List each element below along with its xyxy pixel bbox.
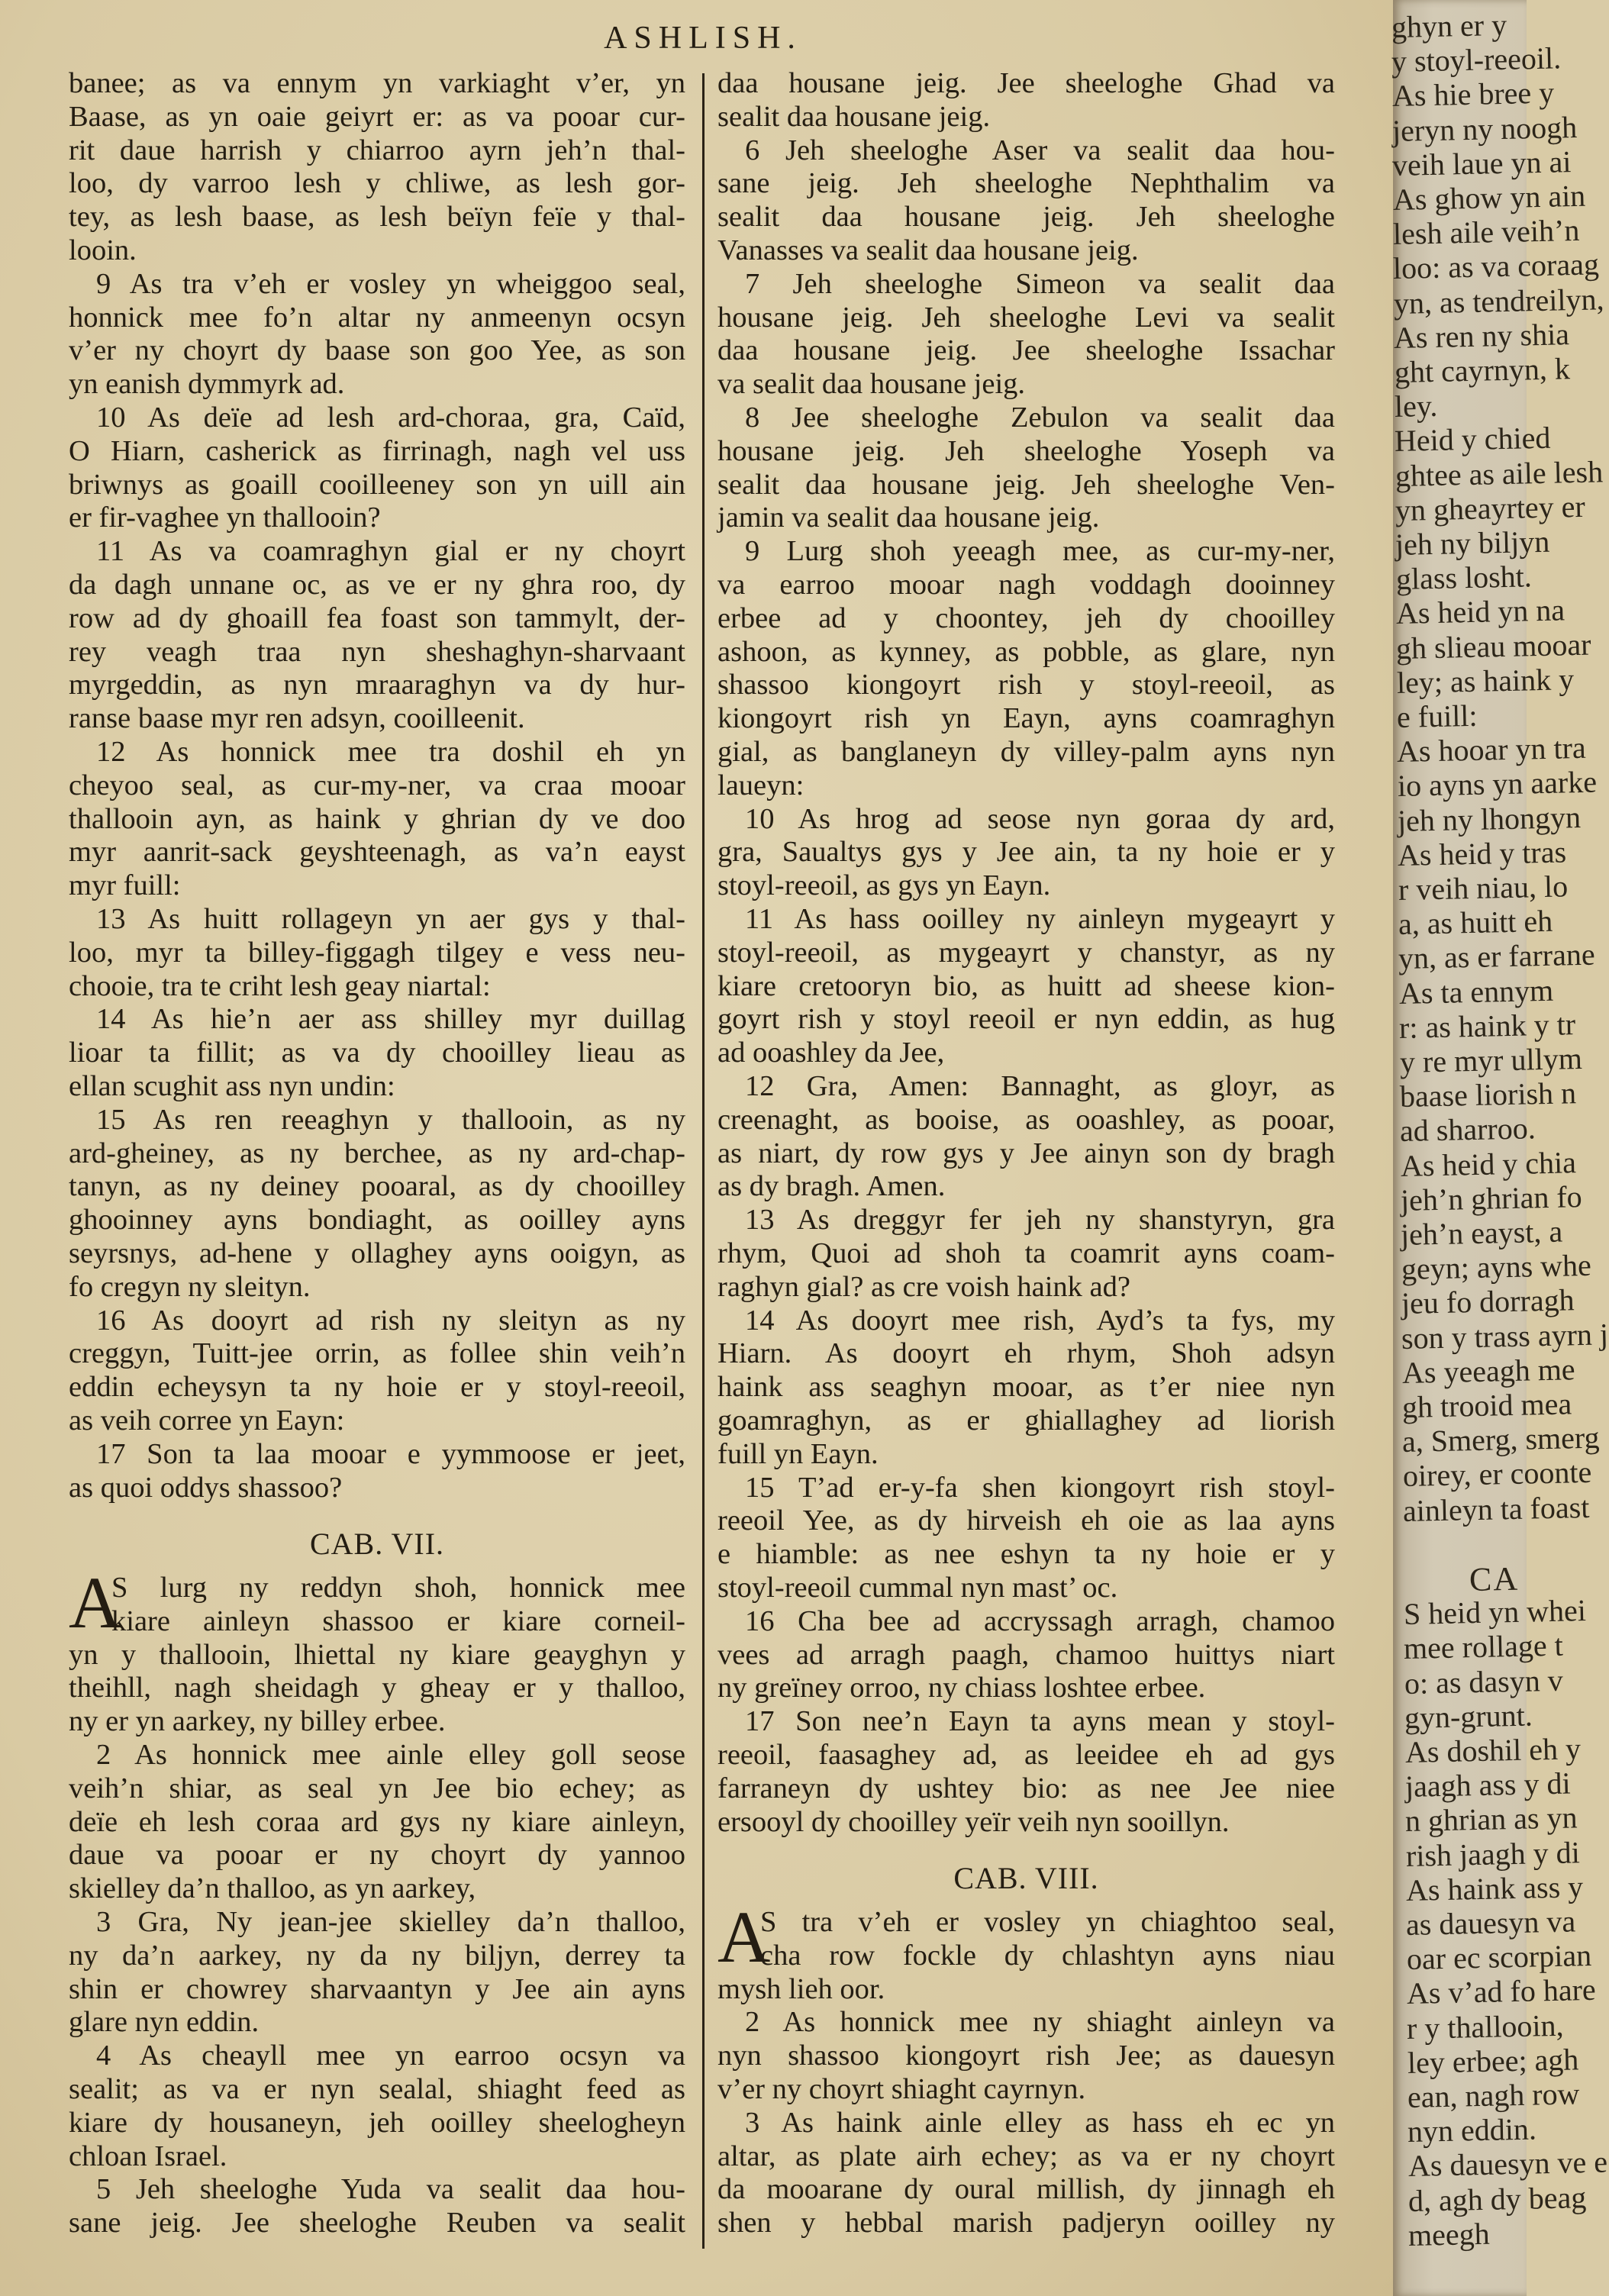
adjacent-text-line: ean, nagh row: [1407, 2076, 1580, 2114]
adjacent-text-line: S heid yn whei: [1403, 1593, 1587, 1632]
text-line: rit daue harrish y chiarroo ayrn jeh’n thal-: [69, 134, 685, 166]
text-line: creenaght, as booise, as ooashley, as pooar,: [717, 1103, 1335, 1136]
text-line: myr aanrit-sack geyshteenagh, as va’n eayst: [69, 836, 685, 869]
adjacent-chapter-heading: CA: [1469, 1559, 1520, 1598]
adjacent-text-line: a, as huitt eh: [1398, 903, 1553, 942]
adjacent-text-line: ley erbee; agh: [1407, 2042, 1579, 2080]
text-line: row ad dy ghoaill fea foast son tammylt, der-: [69, 601, 685, 634]
text-line: briwnys as goaill cooilleeney son yn uill ain: [69, 468, 685, 501]
text-line: deïe eh lesh coraa ard gys ny kiare ainleyn,: [69, 1805, 685, 1838]
text-line: 11 As va coamraghyn gial er ny choyrt: [96, 535, 685, 568]
adjacent-text-line: geyn; ayns whe: [1401, 1247, 1591, 1287]
adjacent-text-line: ghyn er y: [1391, 7, 1507, 44]
adjacent-text-line: r y thallooin,: [1406, 2007, 1565, 2046]
adjacent-text-line: ley.: [1394, 389, 1438, 424]
adjacent-text-line: As hie bree y: [1391, 75, 1555, 114]
text-line: va earroo mooar nagh voddagh dooinney: [717, 569, 1335, 601]
text-line: housane jeig. Jeh sheeloghe Yoseph va: [717, 434, 1335, 467]
running-header: ASHLISH.: [604, 21, 802, 56]
adjacent-text-line: As doshil eh y: [1404, 1731, 1581, 1769]
adjacent-text-line: ght cayrnyn, k: [1394, 351, 1570, 389]
text-line: loo, myr ta billey-figgagh tilgey e vess neu-: [69, 936, 685, 969]
adjacent-text-line: o: as dasyn v: [1404, 1662, 1563, 1701]
adjacent-text-line: ghtee as aile lesh: [1395, 453, 1604, 493]
text-line: haink ass seaghyn mooar, as t’er niee nyn: [717, 1371, 1335, 1404]
adjacent-text-line: As hooar yn tra: [1396, 730, 1587, 769]
text-line: vees ad arragh paagh, chamoo huittys niart: [717, 1638, 1335, 1671]
chapter-heading: CAB. VII.: [309, 1527, 445, 1562]
adjacent-text-line: baase liorish n: [1399, 1075, 1577, 1114]
adjacent-text-line: jeh’n ghrian fo: [1400, 1179, 1583, 1217]
text-line: ny er yn aarkey, ny billey erbee.: [69, 1705, 446, 1738]
adjacent-text-line: ley; as haink y: [1396, 661, 1575, 700]
adjacent-text-line: yn, as tendreilyn,: [1393, 281, 1604, 321]
text-line: ghooinney ayns bondiaght, as ooilley ayns: [69, 1204, 685, 1237]
text-line: skielley da’n thalloo, as yn aarkey,: [69, 1872, 476, 1905]
text-line: shin er chowrey sharvaantyn y Jee ain ayns: [69, 1972, 685, 2005]
text-line: nyn shassoo kiongoyrt rish Jee; as dauesyn: [717, 2040, 1335, 2072]
text-line: sealit daa housane jeig. Jeh sheeloghe Ven-: [717, 468, 1335, 501]
text-line: kiare dy housaneyn, jeh ooilley sheelogheyn: [69, 2106, 685, 2139]
text-line: cheyoo seal, as cur-my-ner, va craa mooar: [69, 769, 685, 801]
text-line: 6 Jeh sheeloghe Aser va sealit daa hou-: [745, 134, 1335, 166]
text-line: jamin va sealit daa housane jeig.: [717, 501, 1100, 534]
text-line: reeoil, faasaghey ad, as leeidee eh ad gys: [717, 1739, 1335, 1771]
drop-cap: A: [717, 1896, 771, 1978]
text-line: 2 As honnick mee ny shiaght ainleyn va: [745, 2006, 1335, 2039]
text-line: 4 As cheayll mee yn earroo ocsyn va: [96, 2040, 685, 2072]
text-line: eddin echeysyn ta ny hoie er y stoyl-reeoil,: [69, 1371, 685, 1404]
adjacent-page-fragment: [1391, 0, 1609, 2296]
adjacent-text-line: As ren ny shia: [1393, 316, 1570, 355]
text-line: shassoo kiongoyrt rish y stoyl-reeoil, as: [717, 669, 1335, 701]
text-line: rey veagh traa nyn sheshaghyn-sharvaant: [69, 635, 685, 668]
adjacent-text-line: gyn-grunt.: [1404, 1698, 1533, 1735]
text-line: S lurg ny reddyn shoh, honnick mee: [111, 1572, 685, 1604]
text-line: yn eanish dymmyrk ad.: [69, 368, 345, 401]
adjacent-text-line: son y trass ayrn j: [1401, 1316, 1609, 1356]
text-line: 17 Son ta laa mooar e yymmoose er jeet,: [96, 1437, 685, 1470]
adjacent-text-line: e fuill:: [1396, 698, 1478, 734]
text-line: 17 Son nee’n Eayn ta ayns mean y stoyl-: [745, 1705, 1335, 1738]
text-line: tanyn, as ny deiney pooaral, as dy chooilley: [69, 1170, 685, 1203]
adjacent-text-line: jeu fo dorragh: [1401, 1282, 1575, 1321]
adjacent-text-line: veih laue yn ai: [1391, 144, 1572, 182]
text-line: glare nyn eddin.: [69, 2006, 260, 2039]
text-line: thallooin ayn, as haink y ghrian dy ve doo: [69, 802, 685, 835]
text-line: rhym, Quoi ad shoh ta coamrit ayns coam-: [717, 1237, 1335, 1269]
text-line: 5 Jeh sheeloghe Yuda va sealit daa hou-: [96, 2173, 685, 2206]
adjacent-text-line: y stoyl-reeoil.: [1391, 40, 1562, 79]
text-line: as veih corree yn Eayn:: [69, 1404, 345, 1437]
adjacent-text-line: r: as haink y tr: [1398, 1006, 1576, 1045]
text-line: as quoi oddys shassoo?: [69, 1471, 343, 1504]
text-line: gra, Saualtys gys y Jee ain, ta ny hoie er y: [717, 836, 1335, 869]
text-line: honnick mee fo’n altar ny anmeenyn ocsyn: [69, 301, 685, 334]
text-line: ard-gheiney, as ny berchee, as ny ard-chap-: [69, 1137, 685, 1169]
text-line: er fir-vaghee yn thallooin?: [69, 501, 381, 534]
text-line: yn y thallooin, lhiettal ny kiare geayghyn y: [69, 1638, 685, 1671]
text-line: as niart, dy row gys y Jee ainyn son dy bragh: [717, 1137, 1335, 1169]
adjacent-text-line: r veih niau, lo: [1398, 869, 1569, 907]
text-line: daa housane jeig. Jee sheeloghe Issachar: [717, 334, 1335, 367]
adjacent-text-line: mee rollage t: [1403, 1628, 1564, 1666]
text-line: fuill yn Eayn.: [717, 1437, 879, 1470]
text-line: ny da’n aarkey, ny da ny biljyn, derrey ta: [69, 1939, 685, 1972]
adjacent-text-line: n ghrian as yn: [1404, 1800, 1578, 1839]
text-line: 13 As dreggyr fer jeh ny shanstyryn, gra: [745, 1204, 1335, 1237]
adjacent-text-line: gh slieau mooar: [1395, 627, 1592, 666]
adjacent-text-line: As yeeagh me: [1401, 1352, 1575, 1390]
text-line: tey, as lesh baase, as lesh beïyn feïe y thal-: [69, 201, 685, 234]
text-line: daue va pooar er ny choyrt dy yannoo: [69, 1839, 685, 1872]
text-line: shen y hebbal marish padjeryn ooilley ny: [717, 2207, 1335, 2240]
adjacent-text-line: As ghow yn ain: [1392, 178, 1586, 217]
adjacent-text-line: jeh ny lhongyn: [1397, 799, 1582, 838]
adjacent-text-line: oirey, er coonte: [1402, 1455, 1592, 1494]
adjacent-text-line: io ayns yn aarke: [1397, 764, 1598, 804]
adjacent-text-line: [1403, 1529, 1404, 1562]
adjacent-text-line: nyn eddin.: [1407, 2111, 1537, 2149]
text-line: veih’n shiar, as seal yn Jee bio echey; as: [69, 1772, 685, 1804]
text-line: e hiamble: as nee eshyn ta ny hoie er y: [717, 1538, 1335, 1571]
adjacent-text-line: lesh aile veih’n: [1392, 213, 1580, 252]
text-line: 9 Lurg shoh yeeagh mee, as cur-my-ner,: [745, 535, 1335, 568]
text-line: 14 As dooyrt mee rish, Ayd’s ta fys, my: [745, 1304, 1335, 1337]
text-line: 16 As dooyrt ad rish ny sleityn as ny: [96, 1304, 685, 1337]
adjacent-text-line: jeh’n eayst, a: [1400, 1214, 1563, 1252]
text-line: goamraghyn, as er ghiallaghey ad liorish: [717, 1404, 1335, 1437]
adjacent-text-line: ad sharroo.: [1399, 1111, 1536, 1149]
text-line: 3 As haink ainle elley as hass eh ec yn: [745, 2106, 1335, 2139]
text-line: seyrsnys, ad-hene y ollaghey ayns ooigyn, as: [69, 1237, 685, 1269]
text-line: ad ooashley da Jee,: [717, 1037, 945, 1069]
text-line: loo, dy varroo lesh y chliwe, as lesh gor-: [69, 167, 685, 200]
text-line: kiare cretooryn bio, as huitt ad sheese kion-: [717, 969, 1335, 1002]
text-line: myr fuill:: [69, 869, 181, 902]
text-line: altar, as plate airh echey; as va er ny choyrt: [717, 2140, 1335, 2172]
text-line: Baase, as yn oaie geiyrt er: as va pooar cur-: [69, 100, 685, 133]
text-line: da mooarane dy oural millish, dy jinnagh eh: [717, 2173, 1335, 2206]
text-line: as dy bragh. Amen.: [717, 1170, 946, 1203]
adjacent-text-line: oar ec scorpian: [1406, 1938, 1592, 1977]
text-line: va sealit daa housane jeig.: [717, 368, 1026, 401]
text-line: 10 As hrog ad seose nyn goraa dy ard,: [745, 802, 1335, 835]
text-line: 2 As honnick mee ainle elley goll seose: [96, 1739, 685, 1771]
text-line: stoyl-reeoil, as gys yn Eayn.: [717, 869, 1051, 902]
text-line: ersooyl dy chooilley yeïr veih nyn sooillyn.: [717, 1805, 1230, 1838]
text-line: S tra v’eh er vosley yn chiaghtoo seal,: [760, 1906, 1335, 1938]
text-line: v’er ny choyrt shiaght cayrnyn.: [717, 2073, 1086, 2105]
text-line: 11 As hass ooilley ny ainleyn mygeayrt y: [745, 903, 1335, 935]
text-line: ellan scughit ass nyn undin:: [69, 1070, 395, 1102]
adjacent-text-line: loo: as va coraag: [1392, 247, 1600, 286]
text-line: sane jeig. Jeh sheeloghe Nephthalim va: [717, 167, 1335, 200]
adjacent-text-line: jeryn ny noogh: [1391, 109, 1578, 148]
text-line: ny greïney orroo, ny chiass loshtee erbee.: [717, 1672, 1206, 1704]
text-line: housane jeig. Jeh sheeloghe Levi va sealit: [717, 301, 1335, 334]
adjacent-text-line: d, agh dy beag: [1407, 2179, 1587, 2218]
adjacent-text-line: gh trooid mea: [1401, 1386, 1572, 1424]
text-line: da dagh unnane oc, as ve er ny ghra roo, dy: [69, 569, 685, 601]
text-line: Vanasses va sealit daa housane jeig.: [717, 234, 1139, 266]
adjacent-text-line: rish jaagh y di: [1405, 1834, 1580, 1873]
text-line: 15 T’ad er-y-fa shen kiongoyrt rish stoyl-: [745, 1471, 1335, 1504]
text-line: 7 Jeh sheeloghe Simeon va sealit daa: [745, 267, 1335, 300]
adjacent-text-line: y re myr ullym: [1399, 1041, 1582, 1079]
adjacent-text-line: a, Smerg, smerg: [1401, 1420, 1601, 1459]
text-line: O Hiarn, casherick as firrinagh, nagh vel uss: [69, 434, 685, 467]
text-line: daa housane jeig. Jee sheeloghe Ghad va: [717, 67, 1335, 99]
text-line: reeoil Yee, as dy hirveish eh oie as laa ayns: [717, 1504, 1335, 1537]
text-line: looin.: [69, 234, 137, 266]
text-line: banee; as va ennym yn varkiaght v’er, yn: [69, 67, 685, 99]
text-line: raghyn gial? as cre voish haink ad?: [717, 1270, 1130, 1303]
adjacent-text-line: jeh ny biljyn: [1395, 524, 1550, 562]
text-line: 16 Cha bee ad accryssagh arragh, chamoo: [745, 1604, 1335, 1637]
text-line: 8 Jee sheeloghe Zebulon va sealit daa: [745, 401, 1335, 434]
text-line: 15 As ren reeaghyn y thallooin, as ny: [96, 1103, 685, 1136]
adjacent-text-line: As haink ass y: [1405, 1869, 1584, 1907]
text-line: lioar ta fillit; as va dy chooilley lieau as: [69, 1037, 685, 1069]
adjacent-text-line: ainleyn ta foast: [1402, 1489, 1590, 1528]
drop-cap: A: [69, 1562, 122, 1643]
adjacent-text-line: As v’ad fo hare: [1406, 1972, 1597, 2011]
text-line: v’er ny choyrt dy baase son goo Yee, as son: [69, 334, 685, 367]
text-line: 14 As hie’n aer ass shilley myr duillag: [96, 1003, 685, 1036]
adjacent-text-line: As heid y chia: [1400, 1144, 1576, 1183]
text-line: 13 As huitt rollageyn yn aer gys y thal-: [96, 903, 685, 935]
chapter-heading: CAB. VIII.: [953, 1861, 1099, 1896]
text-line: kiare ainleyn shassoo er kiare corneil-: [111, 1604, 685, 1637]
adjacent-text-line: Heid y chied: [1394, 421, 1551, 459]
text-line: Hiarn. As dooyrt eh rhym, Shoh adsyn: [717, 1337, 1335, 1370]
text-line: cha row fockle dy chlashtyn ayns niau: [760, 1939, 1335, 1972]
text-line: kiongoyrt rish yn Eayn, ayns coamraghyn: [717, 702, 1335, 735]
text-line: ashoon, as kynney, as pobble, as glare, nyn: [717, 635, 1335, 668]
text-line: stoyl-reeoil, as mygeayrt y chanstyr, as ny: [717, 936, 1335, 969]
text-line: 12 Gra, Amen: Bannaght, as gloyr, as: [745, 1070, 1335, 1102]
text-line: theihll, nagh sheidagh y gheay er y thalloo,: [69, 1672, 685, 1704]
text-line: myrgeddin, as nyn mraaraghyn va dy hur-: [69, 669, 685, 701]
adjacent-text-line: As heid yn na: [1395, 592, 1565, 631]
text-line: 10 As deïe ad lesh ard-choraa, gra, Caïd,: [96, 401, 685, 434]
text-line: chloan Israel.: [69, 2140, 227, 2172]
text-line: sane jeig. Jee sheeloghe Reuben va sealit: [69, 2207, 685, 2240]
adjacent-text-line: meegh: [1407, 2216, 1491, 2252]
text-line: farraneyn dy ushtey bio: as nee Jee niee: [717, 1772, 1335, 1804]
text-line: erbee ad y choontey, jeh dy chooilley: [717, 601, 1335, 634]
text-line: fo cregyn ny sleityn.: [69, 1270, 311, 1303]
text-line: goyrt rish y stoyl reeoil er nyn eddin, as hug: [717, 1003, 1335, 1036]
text-line: laueyn:: [717, 769, 804, 801]
column-divider: [702, 73, 705, 2249]
text-line: gial, as banglaneyn dy villey-palm ayns nyn: [717, 736, 1335, 768]
text-line: mysh lieh oor.: [717, 1972, 885, 2005]
adjacent-text-line: As heid y tras: [1397, 834, 1567, 872]
text-line: stoyl-reeoil cummal nyn mast’ oc.: [717, 1572, 1118, 1604]
text-line: 3 Gra, Ny jean-jee skielley da’n thalloo,: [96, 1906, 685, 1938]
text-line: creggyn, Tuitt-jee orrin, as follee shin veih’n: [69, 1337, 685, 1370]
adjacent-text-line: As dauesyn ve e: [1407, 2144, 1608, 2184]
adjacent-text-line: jaagh ass y di: [1404, 1766, 1571, 1804]
text-line: ranse baase myr ren adsyn, cooilleenit.: [69, 702, 525, 735]
adjacent-text-line: yn gheayrtey er: [1395, 489, 1586, 527]
text-line: chooie, tra te criht lesh geay niartal:: [69, 969, 491, 1002]
adjacent-text-line: yn, as er farrane: [1398, 937, 1596, 976]
adjacent-text-line: As ta ennym: [1398, 972, 1554, 1011]
text-line: sealit daa housane jeig. Jeh sheeloghe: [717, 201, 1335, 234]
text-line: sealit; as va er nyn sealal, shiaght feed as: [69, 2073, 685, 2105]
adjacent-text-line: glass losht.: [1395, 559, 1532, 597]
text-line: sealit daa housane jeig.: [717, 100, 991, 133]
text-line: 12 As honnick mee tra doshil eh yn: [96, 736, 685, 768]
text-line: 9 As tra v’eh er vosley yn wheiggoo seal,: [96, 267, 685, 300]
adjacent-text-line: as dauesyn va: [1405, 1904, 1576, 1942]
